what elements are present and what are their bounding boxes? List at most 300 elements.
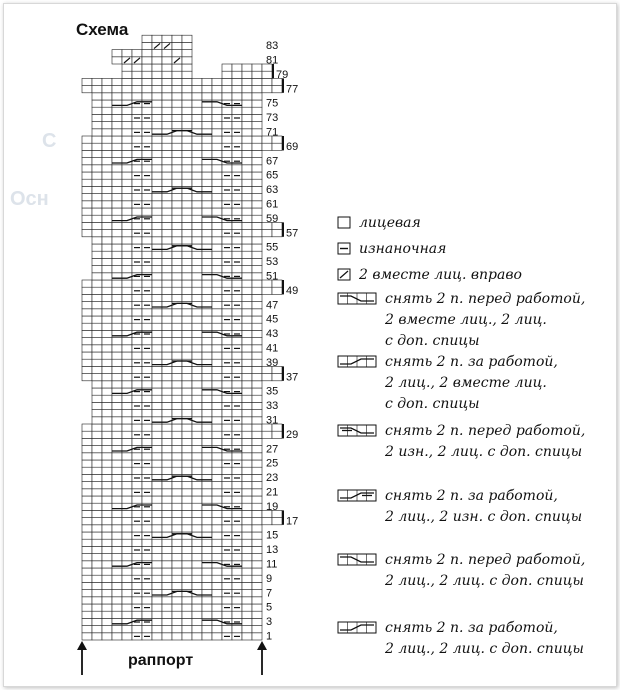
chart-cell [102,330,112,337]
chart-cell [252,546,262,553]
chart-cell [212,294,222,301]
chart-cell [212,611,222,618]
chart-cell [182,143,192,150]
chart-cell [202,597,212,604]
chart-cell [82,431,92,438]
chart-cell [82,215,92,222]
chart-cell [152,424,162,431]
chart-cell [132,78,142,85]
chart-cell [132,208,142,215]
chart-cell [162,395,172,402]
chart-cell [222,381,232,388]
chart-cell [212,309,222,316]
chart-cell [242,78,252,85]
chart-cell [82,496,92,503]
chart-cell [182,539,192,546]
chart-cell [172,568,182,575]
chart-cell [152,302,162,309]
chart-cell [132,280,142,287]
chart-cell [152,381,162,388]
chart-cell [242,446,252,453]
chart-cell [92,575,102,582]
chart-cell [102,424,112,431]
chart-cell [172,402,182,409]
chart-cell [152,86,162,93]
chart-cell [172,597,182,604]
chart-cell [202,546,212,553]
chart-cell [162,568,172,575]
knit-icon [337,216,351,230]
chart-cell [182,618,192,625]
chart-cell [142,266,152,273]
chart-cell [222,294,232,301]
chart-cell [112,366,122,373]
chart-cell [162,35,172,42]
chart-cell [102,230,112,237]
chart-cell [82,532,92,539]
chart-cell [252,532,262,539]
chart-cell [102,460,112,467]
chart-cell [122,302,132,309]
chart-cell [232,71,242,78]
chart-cell [182,201,192,208]
chart-cell [102,546,112,553]
chart-cell [202,78,212,85]
chart-cell [252,100,262,107]
chart-cell [192,222,202,229]
chart-cell [232,496,242,503]
chart-cell [252,417,262,424]
chart-cell [222,222,232,229]
chart-cell [92,186,102,193]
chart-cell [172,626,182,633]
chart-cell [92,374,102,381]
chart-cell [252,424,262,431]
chart-cell [112,618,122,625]
chart-cell [202,590,212,597]
chart-cell [162,165,172,172]
chart-cell [102,258,112,265]
chart-cell [122,86,132,93]
chart-cell [152,633,162,640]
chart-cell [82,208,92,215]
chart-cell [272,143,282,150]
chart-cell [202,446,212,453]
chart-cell [142,366,152,373]
chart-cell [252,136,262,143]
chart-cell [252,633,262,640]
chart-cell [202,453,212,460]
chart-cell [182,150,192,157]
chart-cell [82,338,92,345]
row-bump-marker [282,280,284,294]
chart-cell [252,179,262,186]
chart-cell [242,561,252,568]
chart-cell [172,546,182,553]
chart-cell [252,114,262,121]
chart-cell [112,482,122,489]
chart-cell [112,633,122,640]
chart-cell [172,78,182,85]
chart-cell [92,352,102,359]
chart-cell [152,158,162,165]
chart-cell [92,568,102,575]
chart-cell [142,165,152,172]
chart-cell [252,309,262,316]
chart-cell [102,575,112,582]
chart-cell [202,129,212,136]
chart-cell [172,381,182,388]
chart-cell [132,510,142,517]
chart-cell [122,359,132,366]
chart-cell [182,179,192,186]
chart-cell [82,287,92,294]
chart-cell [152,618,162,625]
chart-cell [172,222,182,229]
chart-cell [112,208,122,215]
chart-cell [242,345,252,352]
chart-cell [102,417,112,424]
chart-cell [152,503,162,510]
chart-cell [142,424,152,431]
chart-cell [152,402,162,409]
chart-cell [122,129,132,136]
chart-cell [192,446,202,453]
row-number: 33 [266,400,279,413]
chart-cell [162,338,172,345]
chart-cell [92,582,102,589]
chart-cell [172,136,182,143]
chart-cell [252,438,262,445]
chart-cell [252,71,262,78]
chart-cell [152,438,162,445]
chart-cell [92,230,102,237]
chart-cell [182,35,192,42]
chart-cell [162,50,172,57]
chart-cell [102,208,112,215]
chart-cell [172,158,182,165]
chart-cell [252,266,262,273]
row-number: 39 [266,356,279,369]
chart-cell [192,539,202,546]
chart-cell [222,93,232,100]
chart-cell [152,330,162,337]
chart-cell [82,136,92,143]
chart-cell [252,539,262,546]
chart-cell [112,424,122,431]
chart-cell [142,582,152,589]
chart-cell [192,338,202,345]
chart-cell [242,186,252,193]
chart-cell [102,201,112,208]
chart-cell [82,330,92,337]
row-number: 67 [266,155,279,168]
chart-cell [252,86,262,93]
chart-cell [232,165,242,172]
chart-cell [182,50,192,57]
chart-cell [142,194,152,201]
chart-cell [242,438,252,445]
chart-cell [152,93,162,100]
chart-cell [112,460,122,467]
chart-cell [242,215,252,222]
chart-cell [152,359,162,366]
chart-cell [92,359,102,366]
chart-cell [132,50,142,57]
chart-cell [122,568,132,575]
chart-cell [162,201,172,208]
chart-cell [192,150,202,157]
chart-cell [242,158,252,165]
chart-cell [242,352,252,359]
chart-cell [82,352,92,359]
chart-cell [212,172,222,179]
chart-cell [152,395,162,402]
chart-cell [222,280,232,287]
chart-cell [182,78,192,85]
chart-cell [102,590,112,597]
chart-cell [142,251,152,258]
chart-cell [202,208,212,215]
chart-cell [112,453,122,460]
chart-cell [252,230,262,237]
chart-cell [132,597,142,604]
chart-cell [112,201,122,208]
chart-cell [102,410,112,417]
chart-cell [212,302,222,309]
row-number: 45 [266,313,279,326]
chart-cell [182,230,192,237]
chart-cell [142,611,152,618]
chart-cell [162,482,172,489]
chart-cell [112,417,122,424]
chart-cell [242,496,252,503]
chart-cell [242,590,252,597]
chart-cell [202,618,212,625]
chart-cell [242,302,252,309]
chart-cell [162,604,172,611]
chart-cell [222,179,232,186]
chart-cell [182,604,192,611]
chart-cell [122,266,132,273]
chart-cell [232,366,242,373]
repeat-arrow-head [77,641,87,650]
chart-cell [252,359,262,366]
chart-cell [152,122,162,129]
chart-cell [202,215,212,222]
row-number: 59 [266,212,279,225]
chart-cell [92,633,102,640]
chart-cell [252,561,262,568]
chart-cell [162,374,172,381]
legend-text: снять 2 п. перед работой, [385,552,586,568]
chart-cell [92,165,102,172]
chart-cell [152,143,162,150]
chart-cell [112,338,122,345]
chart-cell [122,525,132,532]
row-bump-marker [282,222,284,236]
chart-cell [172,503,182,510]
chart-cell [162,366,172,373]
chart-cell [162,114,172,121]
chart-cell [212,525,222,532]
chart-cell [162,179,172,186]
chart-cell [162,539,172,546]
chart-cell [192,611,202,618]
chart-cell [222,64,232,71]
legend-text: снять 2 п. за работой, [385,620,558,636]
chart-cell [202,489,212,496]
chart-cell [162,309,172,316]
chart-cell [142,395,152,402]
chart-cell [182,107,192,114]
chart-cell [202,525,212,532]
chart-cell [82,194,92,201]
chart-cell [152,309,162,316]
chart-cell [182,525,192,532]
chart-cell [172,525,182,532]
chart-cell [102,273,112,280]
legend-text: изнаночная [359,241,447,257]
chart-cell [252,107,262,114]
chart-cell [242,546,252,553]
chart-cell [202,345,212,352]
chart-cell [152,251,162,258]
chart-cell [102,611,112,618]
chart-cell [112,158,122,165]
chart-cell [232,280,242,287]
chart-cell [152,266,162,273]
chart-cell [102,582,112,589]
chart-cell [212,590,222,597]
chart-cell [182,597,192,604]
chart-cell [242,503,252,510]
chart-cell [192,323,202,330]
chart-cell [162,503,172,510]
legend-text: 2 лиц., 2 лиц. с доп. спицы [385,641,584,657]
chart-cell [152,186,162,193]
chart-title: Схема [76,20,129,39]
chart-cell [92,309,102,316]
row-number: 77 [286,83,299,96]
chart-cell [92,604,102,611]
chart-cell [242,280,252,287]
chart-cell [252,590,262,597]
chart-cell [92,438,102,445]
chart-cell [82,78,92,85]
chart-cell [142,294,152,301]
chart-cell [242,71,252,78]
chart-cell [252,330,262,337]
chart-cell [122,532,132,539]
chart-cell [112,244,122,251]
chart-cell [232,194,242,201]
chart-cell [152,179,162,186]
chart-cell [132,525,142,532]
chart-cell [202,251,212,258]
chart-cell [172,489,182,496]
chart-cell [112,122,122,129]
chart-cell [212,482,222,489]
row-number: 43 [266,328,279,341]
chart-cell [182,215,192,222]
chart-cell [122,510,132,517]
chart-cell [102,345,112,352]
chart-cell [82,539,92,546]
chart-cell [132,222,142,229]
chart-cell [192,366,202,373]
chart-cell [112,626,122,633]
chart-cell [122,294,132,301]
chart-cell [172,287,182,294]
chart-cell [202,611,212,618]
chart-cell [222,366,232,373]
chart-cell [152,561,162,568]
chart-cell [132,554,142,561]
chart-cell [222,251,232,258]
legend-text: 2 вместе лиц., 2 лиц. [385,312,547,328]
chart-cell [82,374,92,381]
chart-cell [82,568,92,575]
chart-cell [102,316,112,323]
chart-cell [222,86,232,93]
chart-cell [242,424,252,431]
row-number: 7 [266,587,273,600]
chart-cell [102,280,112,287]
chart-cell [132,410,142,417]
chart-cell [142,50,152,57]
chart-cell [122,280,132,287]
chart-cell [122,71,132,78]
row-number: 49 [286,284,299,297]
cable-front-k2tog-icon [337,292,377,306]
chart-cell [112,237,122,244]
legend-text: снять 2 п. перед работой, [385,423,586,439]
chart-cell [112,402,122,409]
chart-cell [92,626,102,633]
chart-cell [202,230,212,237]
chart-cell [92,618,102,625]
chart-cell [92,172,102,179]
chart-cell [172,604,182,611]
chart-cell [132,381,142,388]
chart-cell [242,172,252,179]
chart-cell [102,172,112,179]
chart-cell [192,525,202,532]
chart-cell [242,395,252,402]
chart-cell [202,266,212,273]
chart-cell [192,78,202,85]
chart-cell [132,294,142,301]
chart-cell [202,510,212,517]
chart-cell [172,165,182,172]
chart-cell [172,179,182,186]
chart-cell [252,618,262,625]
purl-icon [337,242,351,256]
chart-cell [112,323,122,330]
chart-cell [172,388,182,395]
chart-cell [202,244,212,251]
chart-cell [122,539,132,546]
chart-cell [182,71,192,78]
chart-cell [92,453,102,460]
chart-cell [202,330,212,337]
chart-cell [192,237,202,244]
chart-cell [102,136,112,143]
chart-cell [102,446,112,453]
chart-cell [102,618,112,625]
chart-cell [172,64,182,71]
